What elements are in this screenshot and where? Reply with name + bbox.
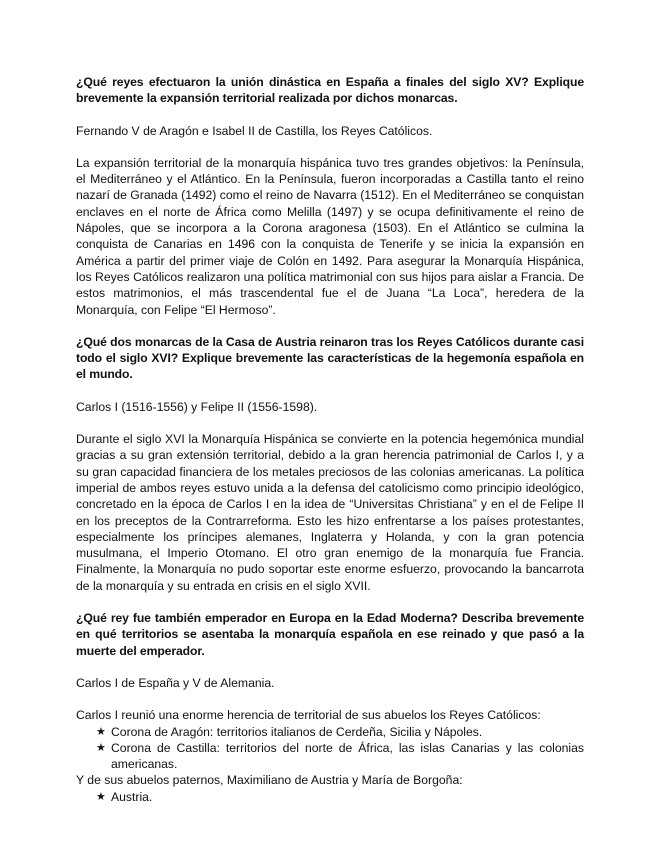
section-3 <box>76 610 584 805</box>
list-inheritance-catholic-monarchs <box>76 724 584 773</box>
section-2 <box>76 334 584 594</box>
section-1 <box>76 74 584 318</box>
question-2: ¿Qué dos monarcas de la Casa de Austria reinaron tras los Reyes Católicos durante casi todo el siglo XVI? Explique brevemente las características de la hegemonía española en el mundo. <box>76 334 584 382</box>
list-item <box>96 724 584 740</box>
paragraph-1: La expansión territorial de la monarquía hispánica tuvo tres grandes objetivos: la Península, el Mediterráneo y el Atlántico. En la Península, fueron incorporadas a Castilla tanto el reino nazarí de Granada (1492) como el reino de Navarra (1512). En el Mediterráneo se conquistan enclaves en el norte de África como Melilla (1497) y se ocupa definitivamente el reino de Nápoles, que se incorpora a la Corona aragonesa (1503). En el Atlántico se culmina la conquista de Canarias en 1496 con la conquista de Tenerife y se inicia la expansión en América a partir del primer viaje de Colón en 1492. Para asegurar la Monarquía Hispánica, los Reyes Católicos realizaron una política matrimonial con sus hijos para aislar a Francia. De estos matrimonios, el más trascendental fue el de Juana “La Loca”, heredera de la Monarquía, con Felipe “El Hermoso”. <box>76 155 584 317</box>
answer-3: Carlos I de España y V de Alemania. <box>76 675 275 690</box>
list-item-text: Corona de Aragón: territorios italianos de Cerdeña, Sicilia y Nápoles. <box>111 724 483 739</box>
question-1: ¿Qué reyes efectuaron la unión dinástica en España a finales del siglo XV? Explique brevemente la expansión territorial realizada por dichos monarcas. <box>76 75 584 106</box>
list-item-text: Austria. <box>111 789 153 804</box>
list-item-text: Corona de Castilla: territorios del norte de África, las islas Canarias y las colonias americanas. <box>111 740 584 772</box>
list-item <box>96 789 584 805</box>
question-3: ¿Qué rey fue también emperador en Europa en la Edad Moderna? Describa brevemente en qué territorios se asentaba la monarquía española en ese reinado y que pasó a la muerte del emperador. <box>76 611 584 658</box>
list-item <box>96 740 584 773</box>
paragraph-2: Durante el siglo XVI la Monarquía Hispánica se convierte en la potencia hegemónica mundial gracias a su gran extensión territorial, debido a la gran herencia patrimonial de Carlos I, y a su gran capacidad financiera de los metales preciosos de las colonias americanas. La política imperial de ambos reyes estuvo unida a la defensa del catolicismo como principio ideológico, concretado en la época de Carlos I en la idea de “Universitas Christiana” y en el de Felipe II en los preceptos de la Contrarreforma. Esto les hizo enfrentarse a los países protestantes, especialmente los príncipes alemanes, Inglaterra y Holanda, y con la gran potencia musulmana, el Imperio Otomano. El otro gran enemigo de la monarquía fue Francia. Finalmente, la Monarquía no pudo soportar este enorme esfuerzo, provocando la bancarrota de la monarquía y su entrada en crisis en el siglo XVII. <box>76 432 584 593</box>
intro-paragraph: Carlos I reunió una enorme herencia de territorial de sus abuelos los Reyes Católicos: <box>76 708 541 723</box>
star-bullet-icon: ★ <box>96 790 106 803</box>
answer-2: Carlos I (1516-1556) y Felipe II (1556-1598). <box>76 399 318 414</box>
document-page <box>76 74 584 805</box>
list-inheritance-paternal <box>76 789 584 805</box>
star-bullet-icon: ★ <box>96 725 106 738</box>
answer-1: Fernando V de Aragón e Isabel II de Castilla, los Reyes Católicos. <box>76 123 433 138</box>
star-bullet-icon: ★ <box>96 741 106 754</box>
intro-paragraph-2: Y de sus abuelos paternos, Maximiliano de Austria y María de Borgoña: <box>76 773 463 788</box>
